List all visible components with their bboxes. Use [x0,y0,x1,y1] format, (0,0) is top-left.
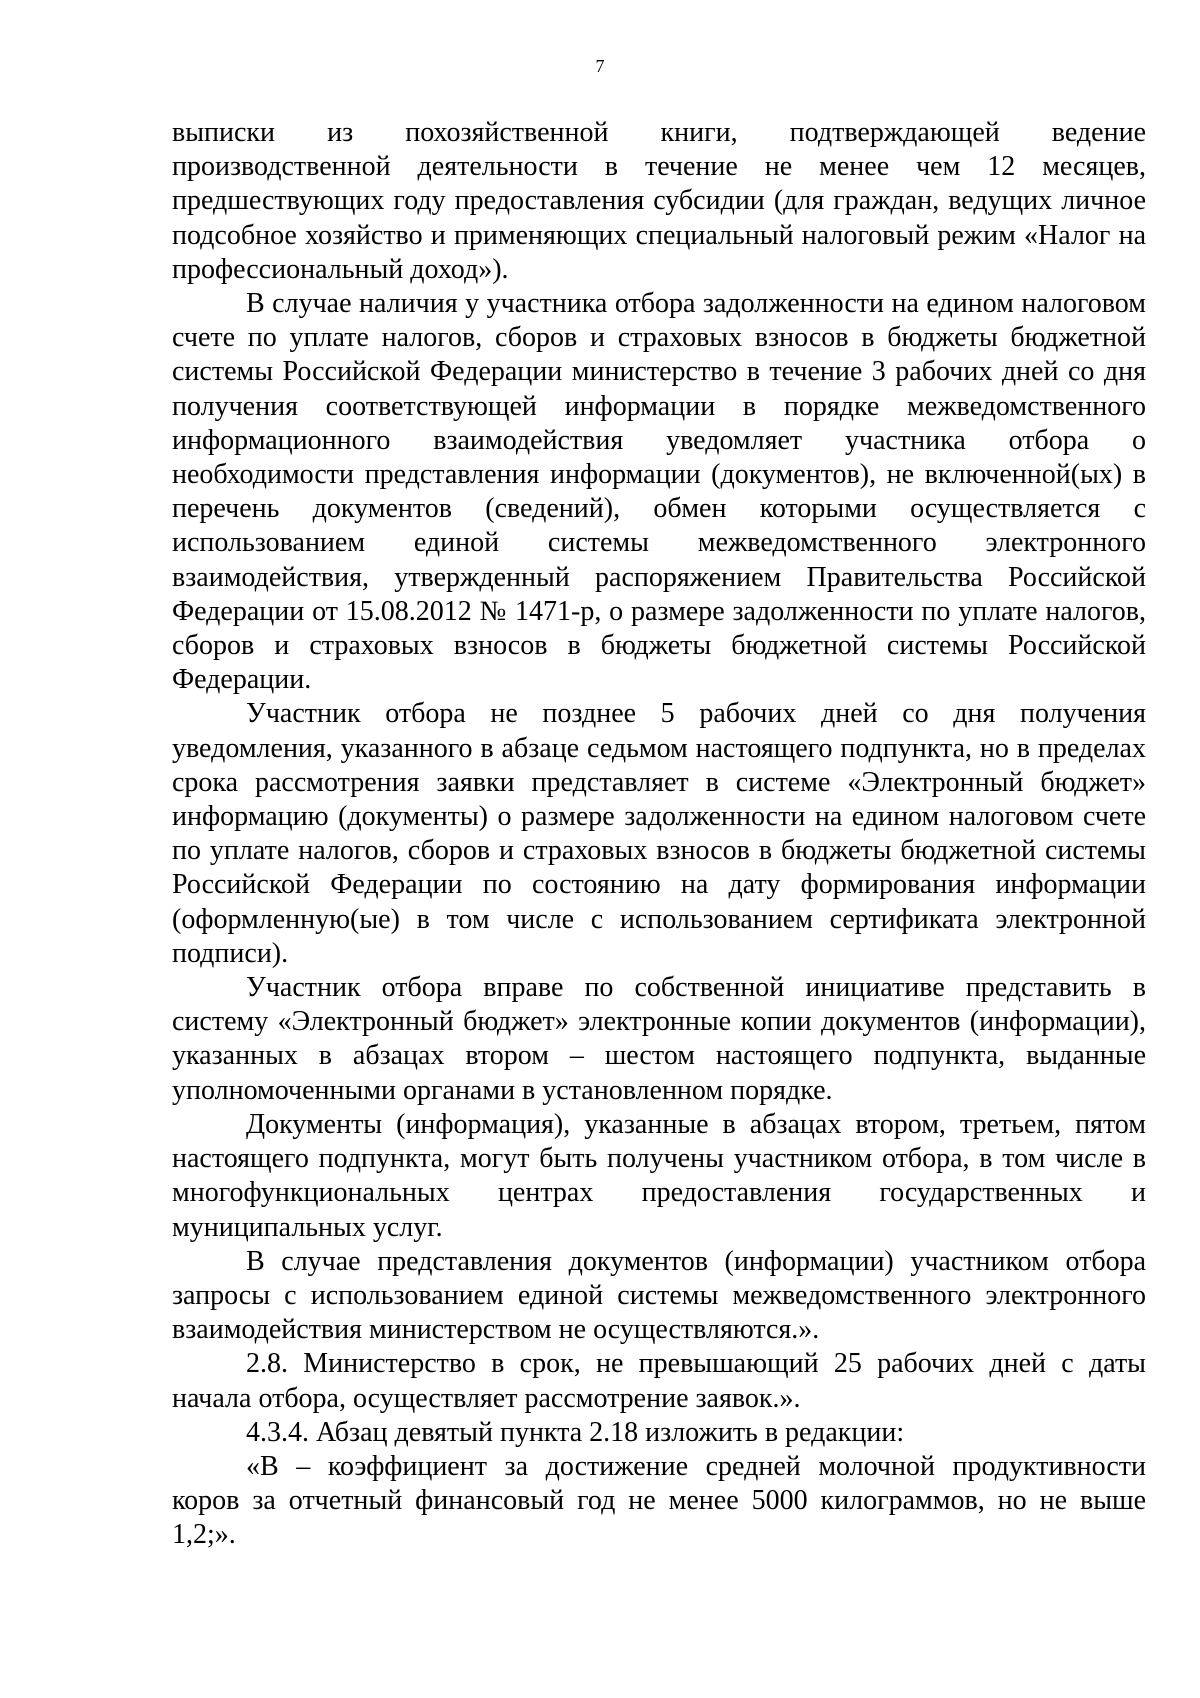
paragraph-extract-continuation: выписки из похозяйственной книги, подтверждающей ведение производственной деятельности в течение не менее чем 12 месяцев, предшествующих году предоставления субсидии (для граждан, ведущих личное подсобное хозяйство и применяющих специальный налоговый режим «Налог на профессиональный доход»). [172,117,1146,285]
paragraph-review-term: 2.8. Министерство в срок, не превышающий 25 рабочих дней с даты начала отбора, осуществляет рассмотрение заявок.». [172,1348,1146,1414]
paragraph-participant-response: Участник отбора не позднее 5 рабочих дней со дня получения уведомления, указанного в абзаце седьмом настоящего подпункта, но в пределах срока рассмотрения заявки представляет в системе «Электронный бюджет» информацию (документы) о размере задолженности на едином налоговом счете по уплате налогов, сборов и страховых взносов в бюджеты бюджетной системы Российской Федерации по состоянию на дату формирования информации (оформленную(ые) в том числе с использованием сертификата электронной подписи). [172,698,1146,969]
paragraph-coefficient: «В – коэффициент за достижение средней молочной продуктивности коров за отчетный финансовый год не менее 5000 килограммов, но не выше 1,2;». [172,1450,1146,1551]
paragraph-mfc-documents: Документы (информация), указанные в абзацах втором, третьем, пятом настоящего подпункта, могут быть получены участником отбора, в том числе в многофункциональных центрах предоставления государственных и муниципальных услуг. [172,1108,1146,1243]
paragraph-no-requests: В случае представления документов (информации) участником отбора запросы с использованием единой системы межведомственного электронного взаимодействия министерством не осуществляются.». [172,1245,1146,1346]
paragraph-tax-debt-notice: В случае наличия у участника отбора задолженности на едином налоговом счете по уплате налогов, сборов и страховых взносов в бюджеты бюджетной системы Российской Федерации министерство в течение 3 рабочих дней со дня получения соответствующей информации в порядке межведомственного информационного взаимодействия уведомляет участника отбора о необходимости представления информации (документов), не включенной(ых) в перечень документов (сведений), обмен которыми осуществляется с использованием единой системы межведомственного электронного взаимодействия, утвержденный распоряжением Правительства Российской Федерации от 15.08.2012 № 1471-р, о размере задолженности по уплате налогов, сборов и страховых взносов в бюджеты бюджетной системы Российской Федерации. [172,288,1146,696]
paragraph-own-initiative: Участник отбора вправе по собственной инициативе представить в систему «Электронный бюджет» электронные копии документов (информации), указанных в абзацах втором – шестом настоящего подпункта, выданные уполномоченными органами в установленном порядке. [172,972,1146,1106]
document-body [172,116,1146,1553]
page-number: 7 [595,56,605,76]
paragraph-amendment-heading: 4.3.4. Абзац девятый пункта 2.18 изложить в редакции: [246,1416,905,1448]
